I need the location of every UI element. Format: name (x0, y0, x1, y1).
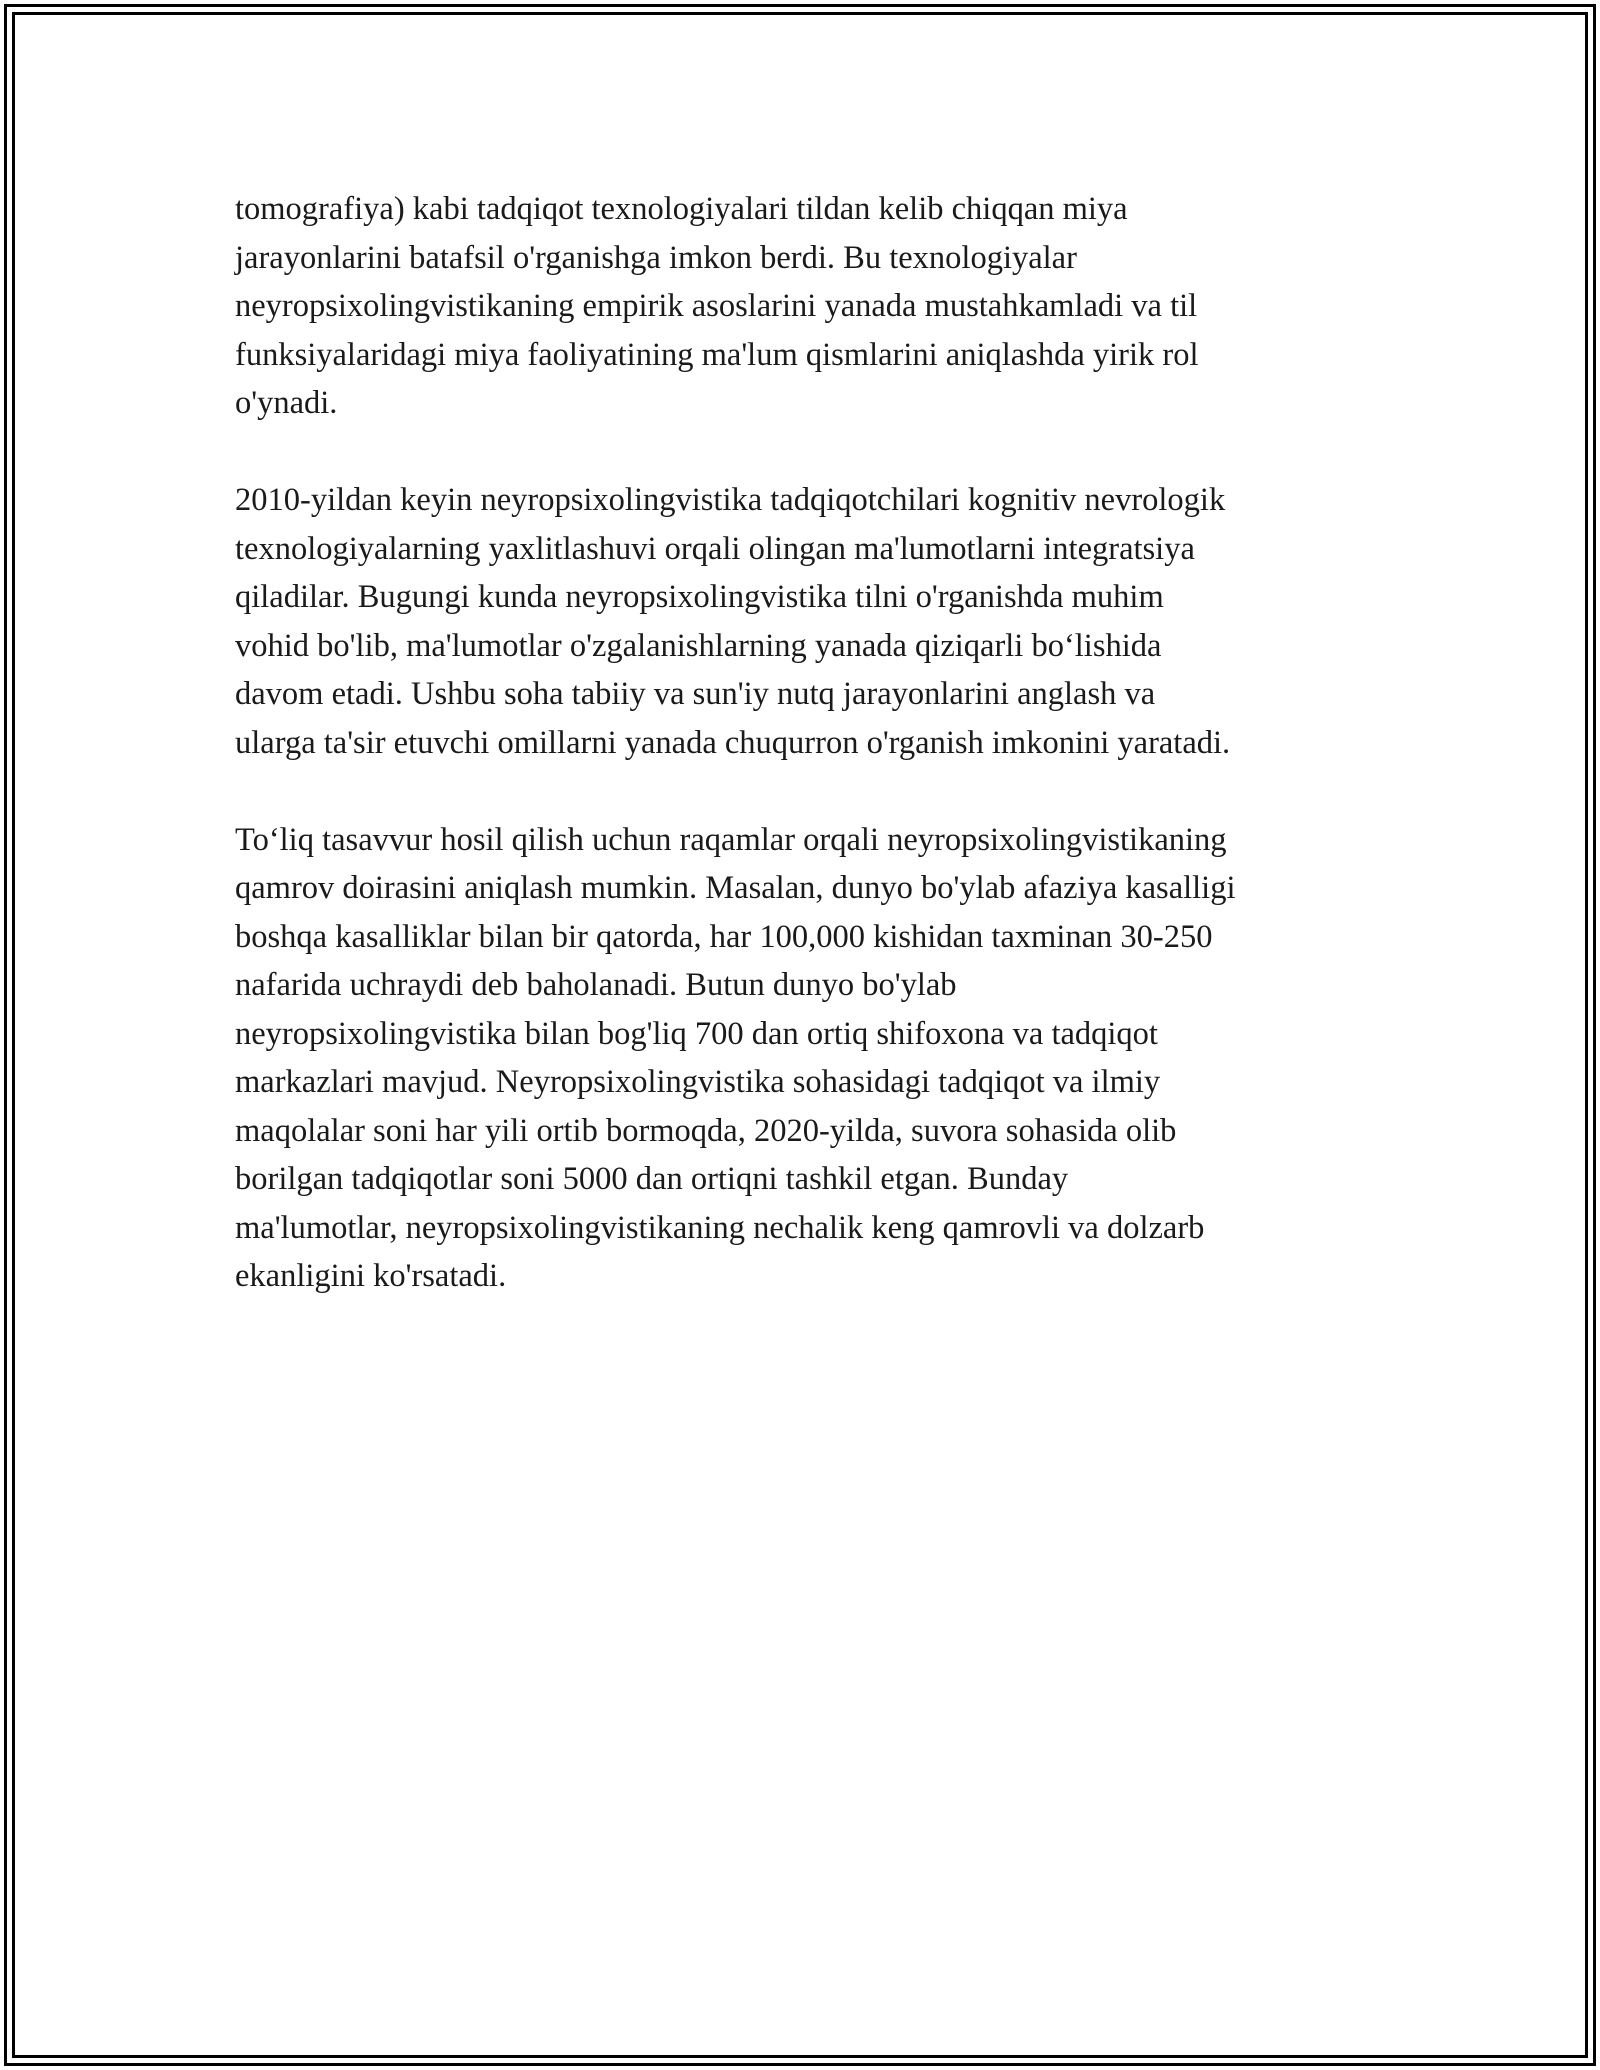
page-body (235, 185, 1375, 1349)
paragraph-1: tomografiya) kabi tadqiqot texnologiyalari tildan kelib chiqqan miya jarayonlarini batafsil o'rganishga imkon berdi. Bu texnologiyalar neyropsixolingvistikaning empirik asoslarini yanada mustahkamladi va til funksiyalaridagi miya faoliyatining ma'lum qismlarini aniqlashda yirik rol o'ynadi. (235, 191, 1199, 421)
paragraph-2: 2010-yildan keyin neyropsixolingvistika tadqiqotchilari kognitiv nevrologik texnologiyalarning yaxlitlashuvi orqali olingan ma'lumotlarni integratsiya qiladilar. Bugungi kunda neyropsixolingvistika tilni o'rganishda muhim vohid bo'lib, ma'lumotlar o'zgalanishlarning yanada qiziqarli bo‘lishida davom etadi. Ushbu soha tabiiy va sun'iy nutq jarayonlarini anglash va ularga ta'sir etuvchi omillarni yanada chuqurron o'rganish imkonini yaratadi. (235, 482, 1231, 761)
paragraph-3: To‘liq tasavvur hosil qilish uchun raqamlar orqali neyropsixolingvistikaning qamrov doirasini aniqlash mumkin. Masalan, dunyo bo'ylab afaziya kasalligi boshqa kasalliklar bilan bir qatorda, har 100,000 kishidan taxminan 30-250 nafarida uchraydi deb baholanadi. Butun dunyo bo'ylab neyropsixolingvistika bilan bog'liq 700 dan ortiq shifoxona va tadqiqot markazlari mavjud. Neyropsixolingvistika sohasidagi tadqiqot va ilmiy maqolalar soni har yili ortib bormoqda, 2020-yilda, suvora sohasida olib borilgan tadqiqotlar soni 5000 dan ortiqni tashkil etgan. Bunday ma'lumotlar, neyropsixolingvistikaning nechalik keng qamrovli va dolzarb ekanligini ko'rsatadi. (235, 821, 1236, 1294)
